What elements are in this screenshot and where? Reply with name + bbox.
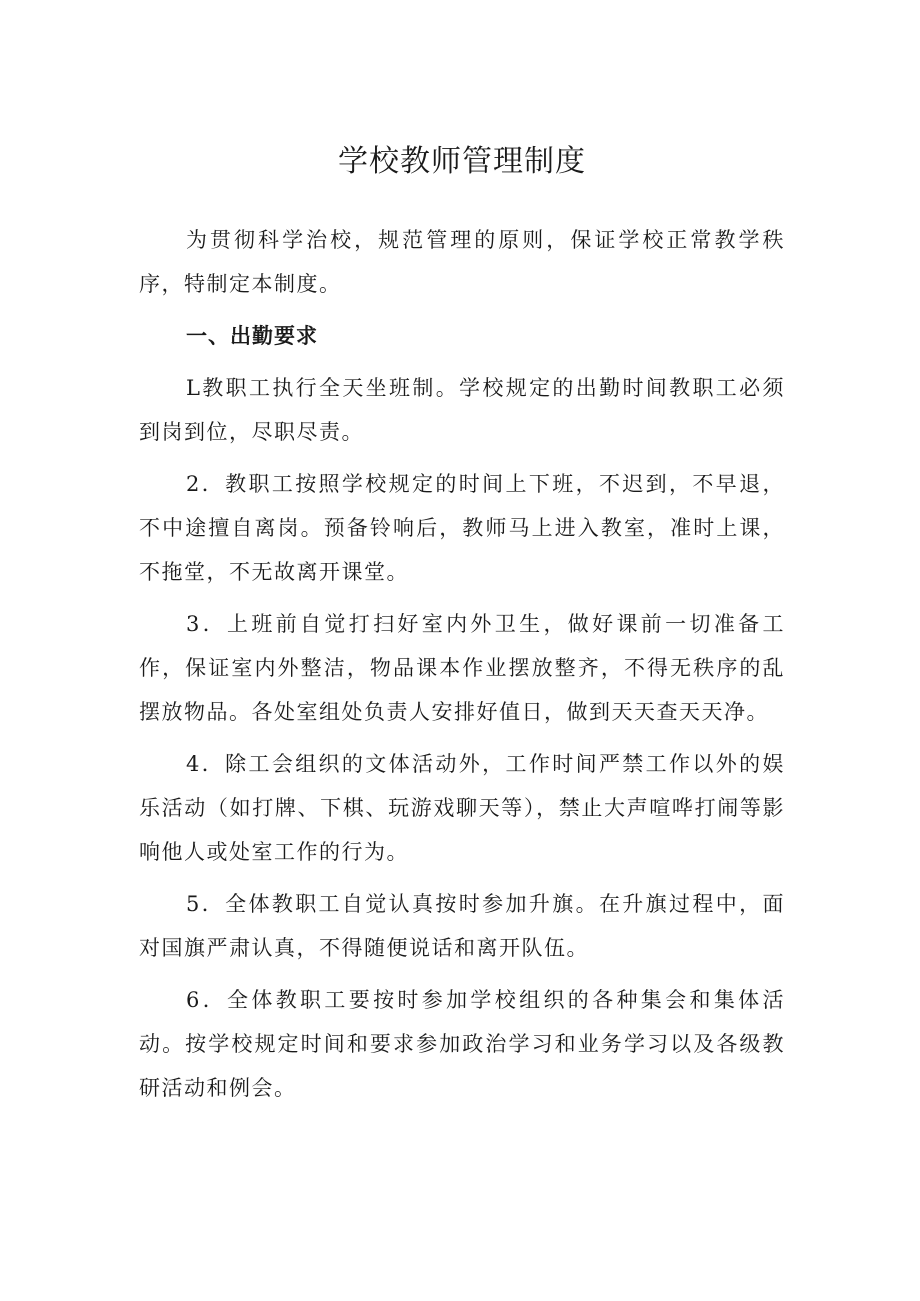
section-heading-attendance: 一、出勤要求	[186, 324, 318, 348]
intro-paragraph: 为贯彻科学治校，规范管理的原则，保证学校正常教学秩序，特制定本制度。	[139, 228, 785, 296]
attendance-item-2: 2．教职工按照学校规定的时间上下班，不迟到，不早退，不中途擅自离岗。预备铃响后，教师马上进入教室，准时上课，不拖堂，不无故离开课堂。	[139, 472, 785, 584]
attendance-item-4: 4．除工会组织的文体活动外，工作时间严禁工作以外的娱乐活动（如打牌、下棋、玩游戏聊天等），禁止大声喧哗打闹等影响他人或处室工作的行为。	[139, 752, 785, 864]
document-page	[139, 140, 785, 1118]
document-title: 学校教师管理制度	[338, 144, 586, 179]
attendance-item-3: 3．上班前自觉打扫好室内外卫生，做好课前一切准备工作，保证室内外整洁，物品课本作业摆放整齐，不得无秩序的乱摆放物品。各处室组处负责人安排好值日，做到天天查天天净。	[139, 612, 785, 724]
attendance-item-1: L教职工执行全天坐班制。学校规定的出勤时间教职工必须到岗到位，尽职尽责。	[139, 376, 785, 444]
attendance-item-5: 5．全体教职工自觉认真按时参加升旗。在升旗过程中，面对国旗严肃认真，不得随便说话和离开队伍。	[139, 892, 785, 960]
attendance-item-6: 6．全体教职工要按时参加学校组织的各种集会和集体活动。按学校规定时间和要求参加政治学习和业务学习以及各级教研活动和例会。	[139, 988, 785, 1100]
